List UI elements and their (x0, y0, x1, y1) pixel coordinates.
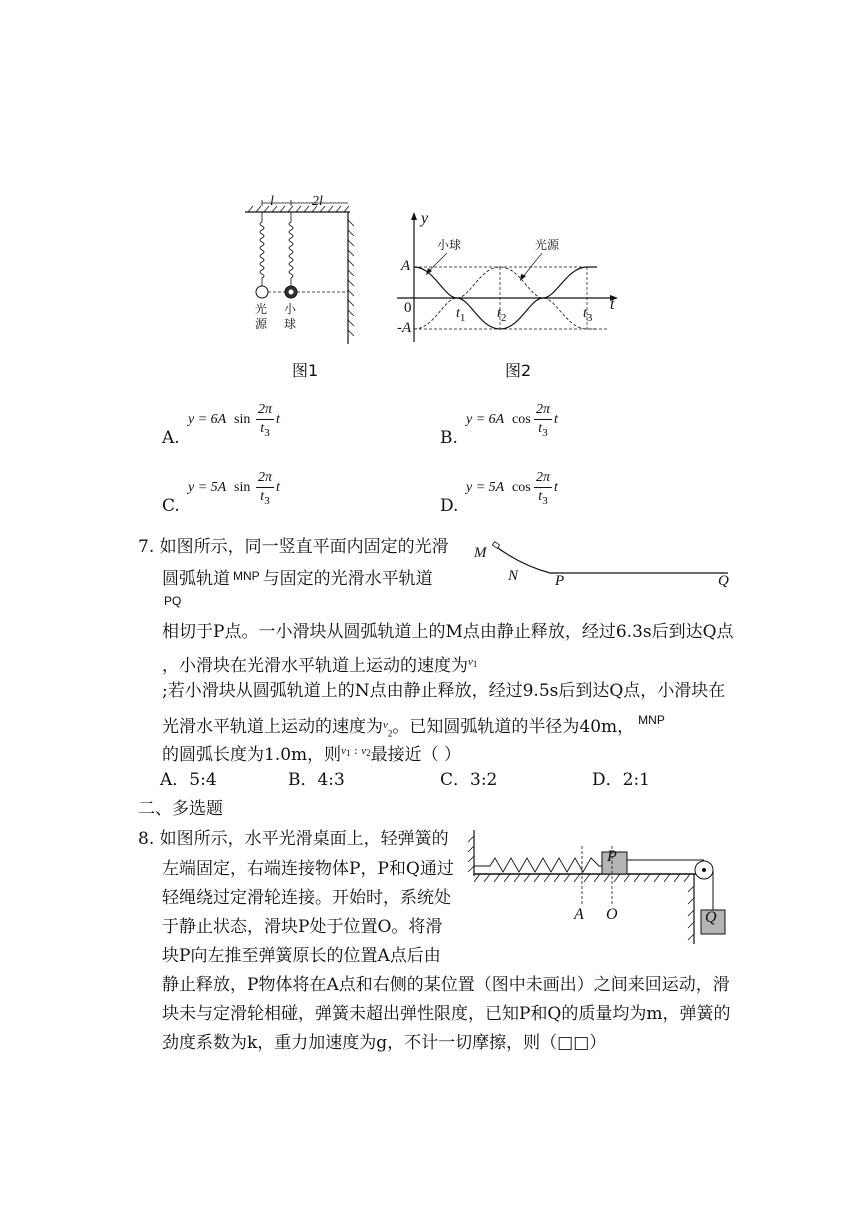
formula-fn: sin (234, 412, 251, 427)
formula-fraction: 2π $t_3$ (257, 470, 272, 507)
q7-fig-N: N (508, 568, 519, 584)
q8-line-2: 左端固定，右端连接物体P，P和Q通过 (162, 859, 454, 879)
section-heading-multi-choice: 二、多选题 (138, 799, 223, 819)
formula-tail: t (276, 412, 280, 427)
q6-option-b[interactable] (438, 400, 638, 452)
q7-line-2a: 圆弧轨道 (162, 569, 230, 589)
fig1-light-source-label-1: 光 (255, 302, 268, 316)
q7-option-a[interactable]: A．5:4 (160, 770, 217, 790)
q7-line-8: 的圆弧长度为1.0m，则$^v_1$ : $^v_2$最接近（ ） (162, 744, 462, 765)
q8-spring-pulley-diagram (462, 826, 732, 951)
option-letter: A. (162, 428, 180, 448)
option-letter: D. (440, 496, 459, 516)
figure-1-caption: 图1 (292, 361, 319, 380)
fig2-axis-t-label: t (610, 296, 615, 313)
formula-fraction: 2π $t_3$ (535, 402, 550, 439)
formula-lhs: y = 5A (466, 480, 505, 495)
fig1-ball-label-2: 球 (284, 317, 297, 331)
q8-line-5: 块P向左推至弹簧原长的位置A点后由 (162, 946, 441, 966)
formula-tail: t (554, 480, 558, 495)
fig2-label-negA: -A (397, 320, 412, 336)
q7-line-3: PQ (164, 594, 182, 608)
q7-arc-label: MNP (233, 569, 260, 583)
fig2-label-t2: $t_2$ (497, 306, 507, 324)
fig1-light-source-label-2: 源 (255, 317, 268, 331)
q7-fig-M: M (474, 545, 487, 561)
q7-line-6: ;若小滑块从圆弧轨道上的N点由静止释放，经过9.5s后到达Q点，小滑块在 (162, 681, 726, 701)
q7-line-1: 7. 如图所示，同一竖直平面内固定的光滑 (138, 537, 449, 557)
fig1-label-2l: 2l (312, 194, 323, 209)
q8-line-4: 于静止状态，滑块P处于位置O。将滑 (162, 917, 443, 937)
formula-tail: t (554, 412, 558, 427)
q7-option-d[interactable]: D．2:1 (592, 770, 650, 790)
q7-fig-P: P (555, 573, 565, 589)
q8-line-7: 块未与定滑轮相碰，弹簧未超出弹性限度，已知P和Q的质量均为m，弹簧的 (162, 1004, 731, 1024)
formula-fn: cos (512, 480, 531, 495)
fig2-label-t3: $t_3$ (583, 306, 593, 324)
fig2-label-A: A (401, 258, 411, 274)
q6-option-d[interactable] (438, 468, 638, 520)
q7-line-2c: 与固定的光滑水平轨道 (262, 569, 433, 589)
q7-line-4: 相切于P点。一小滑块从圆弧轨道上的M点由静止释放，经过6.3s后到达Q点 (162, 622, 734, 642)
fig1-ball-label-1: 小 (284, 302, 297, 316)
q8-line-6: 静止释放，P物体将在A点和右侧的某位置（图中未画出）之间来回运动，滑 (162, 975, 730, 995)
q7-line-7: 光滑水平轨道上运动的速度为$^v_2$。已知圆弧轨道的半径为40m， $^{MNP}$ (162, 713, 665, 739)
formula-fraction: 2π $t_3$ (257, 402, 272, 439)
q8-line-8: 劲度系数为k，重力加速度为g，不计一切摩擦，则（□□） (162, 1033, 607, 1053)
fig2-ball-curve-label: 小球 (437, 238, 462, 252)
formula-fraction: 2π $t_3$ (535, 470, 550, 507)
formula-lhs: y = 6A (466, 412, 505, 427)
q7-option-c[interactable]: C．3:2 (440, 770, 498, 790)
q7-option-b[interactable]: B．4:3 (288, 770, 345, 790)
fig2-label-t1: $t_1$ (456, 306, 466, 324)
option-letter: C. (162, 496, 180, 516)
q7-track-diagram (470, 535, 735, 595)
formula-lhs: y = 5A (188, 480, 227, 495)
formula-lhs: y = 6A (188, 412, 227, 427)
q7-line-5: ，小滑块在光滑水平轨道上运动的速度为$^v_1$ (162, 656, 478, 676)
q8-fig-P: P (607, 848, 617, 865)
formula-fn: cos (512, 412, 531, 427)
fig2-axis-y-label: y (421, 210, 429, 227)
q8-line-1: 8. 如图所示，水平光滑桌面上，轻弹簧的 (138, 829, 449, 849)
q7-fig-Q: Q (718, 573, 729, 589)
formula-fn: sin (234, 480, 251, 495)
option-letter: B. (440, 428, 458, 448)
q7-line-2 (162, 562, 433, 593)
fig2-label-zero: 0 (404, 300, 412, 316)
figure-2-caption: 图2 (505, 361, 532, 380)
fig2-light-curve-label: 光源 (535, 238, 560, 252)
q6-option-a[interactable] (160, 400, 360, 452)
q8-fig-A: A (574, 906, 584, 923)
fig1-label-l: l (270, 194, 274, 209)
q8-fig-Q: Q (705, 909, 717, 926)
q8-line-3: 轻绳绕过定滑轮连接。开始时，系统处 (162, 888, 451, 908)
formula-tail: t (276, 480, 280, 495)
q6-option-c[interactable] (160, 468, 360, 520)
q8-fig-O: O (606, 906, 618, 923)
figure-2-displacement-time-graph (392, 208, 622, 348)
